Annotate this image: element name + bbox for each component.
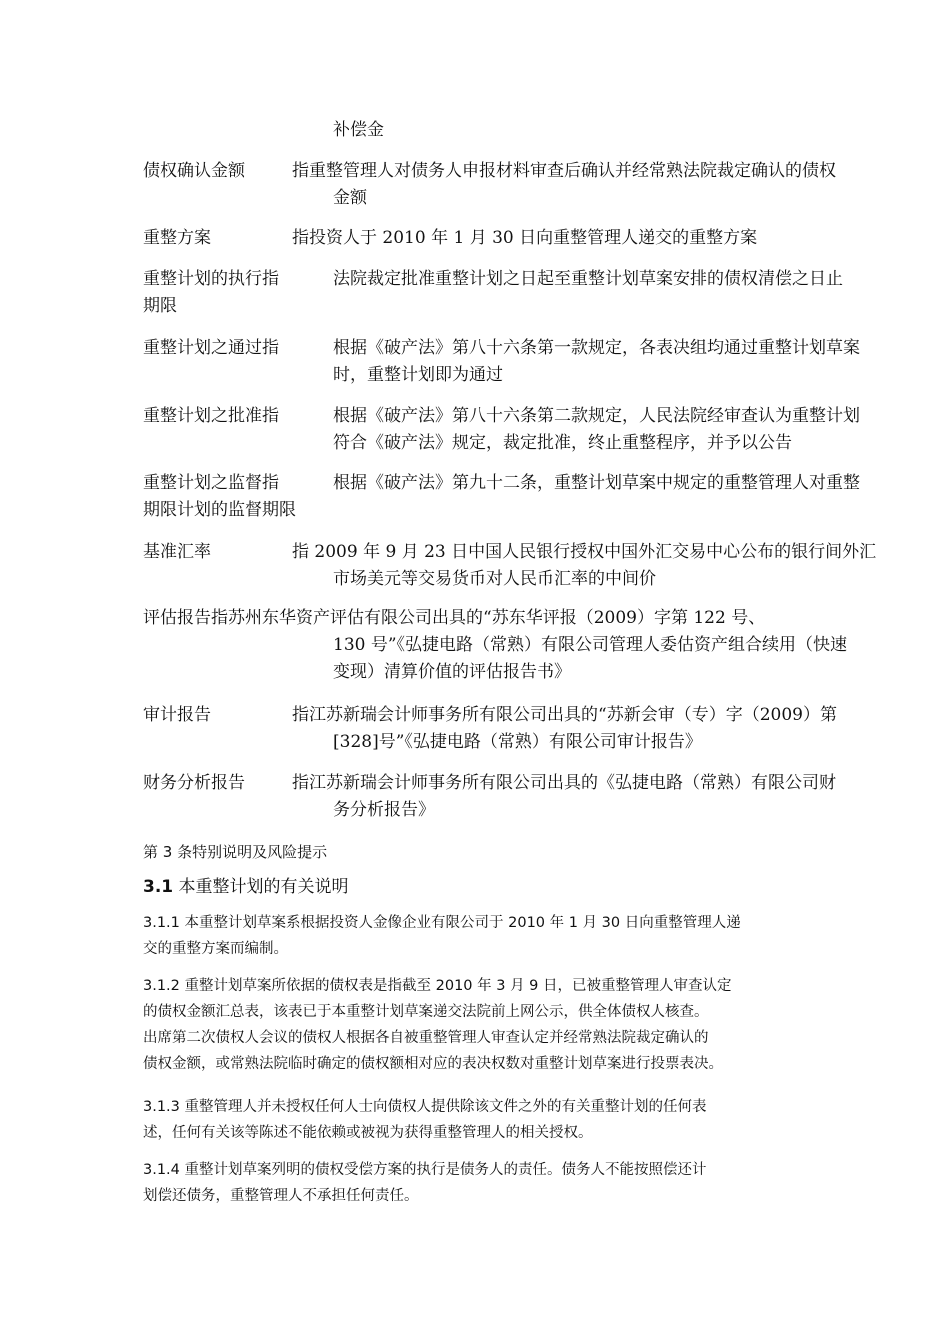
paragraph	[143, 1157, 833, 1209]
paragraph-line: 3.1.4 重整计划草案列明的债权受偿方案的执行是债务人的责任。债务人不能按照偿还计	[143, 1162, 707, 1178]
definition-body	[292, 702, 837, 756]
continuation-text: 补偿金	[333, 120, 384, 140]
definition-body	[292, 539, 876, 593]
definition-body	[333, 335, 860, 389]
definition-line: 根据《破产法》第八十六条第一款规定，各表决组均通过重整计划草案	[333, 338, 860, 358]
definition-line: 指重整管理人对债务人申报材料审查后确认并经常熟法院裁定确认的债权	[292, 161, 836, 181]
paragraph-line: 3.1.3 重整管理人并未授权任何人士向债权人提供除该文件之外的有关重整计划的任何表	[143, 1099, 707, 1115]
definition-term: 财务分析报告	[143, 773, 245, 793]
paragraph-line: 述，任何有关该等陈述不能依赖或被视为获得重整管理人的相关授权。	[143, 1125, 593, 1141]
definition-line: 法院裁定批准重整计划之日起至重整计划草案安排的债权清偿之日止	[333, 269, 843, 289]
definition-combined	[143, 605, 847, 686]
definition-term: 重整计划之批准指	[143, 406, 279, 426]
definition-line: 根据《破产法》第八十六条第二款规定，人民法院经审查认为重整计划	[333, 406, 860, 426]
paragraph-line: 出席第二次债权人会议的债权人根据各自被重整管理人审查认定并经常熟法院裁定确认的	[143, 1030, 709, 1046]
paragraph-number: 3.1.3	[143, 1099, 180, 1115]
definition-body	[333, 266, 843, 293]
paragraph	[143, 973, 833, 1077]
definition-body	[292, 770, 836, 824]
paragraph-number: 3.1.1	[143, 915, 180, 931]
definition-body	[292, 158, 836, 212]
paragraph-number: 3.1.4	[143, 1162, 180, 1178]
subsection-number: 3.1	[143, 877, 174, 897]
definition-line: 指江苏新瑞会计师事务所有限公司出具的《弘捷电路（常熟）有限公司财	[292, 773, 836, 793]
definition-term-line: 期限计划的监督期限	[143, 500, 296, 520]
definition-term-line: 期限	[143, 296, 177, 316]
definition-term: 基准汇率	[143, 542, 211, 562]
definition-body	[333, 470, 860, 497]
definition-line: 130 号”《弘捷电路（常熟）有限公司管理人委估资产组合续用（快速	[333, 635, 848, 655]
definition-term	[143, 470, 296, 524]
definition-line: 务分析报告》	[333, 800, 435, 820]
definition-line: 指投资人于 2010 年 1 月 30 日向重整管理人递交的重整方案	[292, 228, 758, 248]
definition-line: 符合《破产法》规定，裁定批准，终止重整程序，并予以公告	[333, 433, 792, 453]
definition-term: 重整方案	[143, 228, 211, 248]
definition-term-line: 重整计划的执行指	[143, 269, 279, 289]
definition-term-line: 重整计划之监督指	[143, 473, 279, 493]
definition-line: 根据《破产法》第九十二条，重整计划草案中规定的重整管理人对重整	[333, 473, 860, 493]
paragraph-line: 的债权金额汇总表，该表已于本重整计划草案递交法院前上网公示，供全体债权人核查。	[143, 1004, 709, 1020]
definition-line: 指江苏新瑞会计师事务所有限公司出具的“苏新会审（专）字（2009）第	[292, 705, 837, 725]
subsection-text: 本重整计划的有关说明	[173, 877, 349, 897]
definition-line: [328]号”《弘捷电路（常熟）有限公司审计报告》	[333, 732, 702, 752]
definition-line: 评估报告指苏州东华资产评估有限公司出具的“苏东华评报（2009）字第 122 号、	[143, 608, 766, 628]
paragraph-line: 3.1.2 重整计划草案所依据的债权表是指截至 2010 年 3 月 9 日，已被重整管理人审查认定	[143, 978, 732, 994]
definition-body	[333, 403, 860, 457]
paragraph-line: 交的重整方案而编制。	[143, 941, 288, 957]
paragraph-line: 3.1.1 本重整计划草案系根据投资人金像企业有限公司于 2010 年 1 月 30 日向重整管理人递	[143, 915, 741, 931]
definition-term: 债权确认金额	[143, 161, 245, 181]
definition-line: 时，重整计划即为通过	[333, 365, 503, 385]
section-title: 第 3 条特别说明及风险提示	[143, 843, 328, 861]
definition-term: 重整计划之通过指	[143, 338, 279, 358]
paragraph	[143, 910, 833, 962]
paragraph	[143, 1094, 833, 1146]
definition-term	[143, 266, 279, 320]
paragraph-number: 3.1.2	[143, 978, 180, 994]
definition-line: 金额	[333, 188, 367, 208]
definition-term: 审计报告	[143, 705, 211, 725]
paragraph-line: 划偿还债务，重整管理人不承担任何责任。	[143, 1188, 419, 1204]
paragraph-line: 债权金额，或常熟法院临时确定的债权额相对应的表决权数对重整计划草案进行投票表决。	[143, 1056, 723, 1072]
definition-line: 变现）清算价值的评估报告书》	[333, 662, 571, 682]
subsection-title	[143, 875, 349, 899]
definition-body	[292, 225, 757, 252]
definition-line: 指 2009 年 9 月 23 日中国人民银行授权中国外汇交易中心公布的银行间外汇	[292, 542, 877, 562]
definition-line: 市场美元等交易货币对人民币汇率的中间价	[333, 569, 656, 589]
